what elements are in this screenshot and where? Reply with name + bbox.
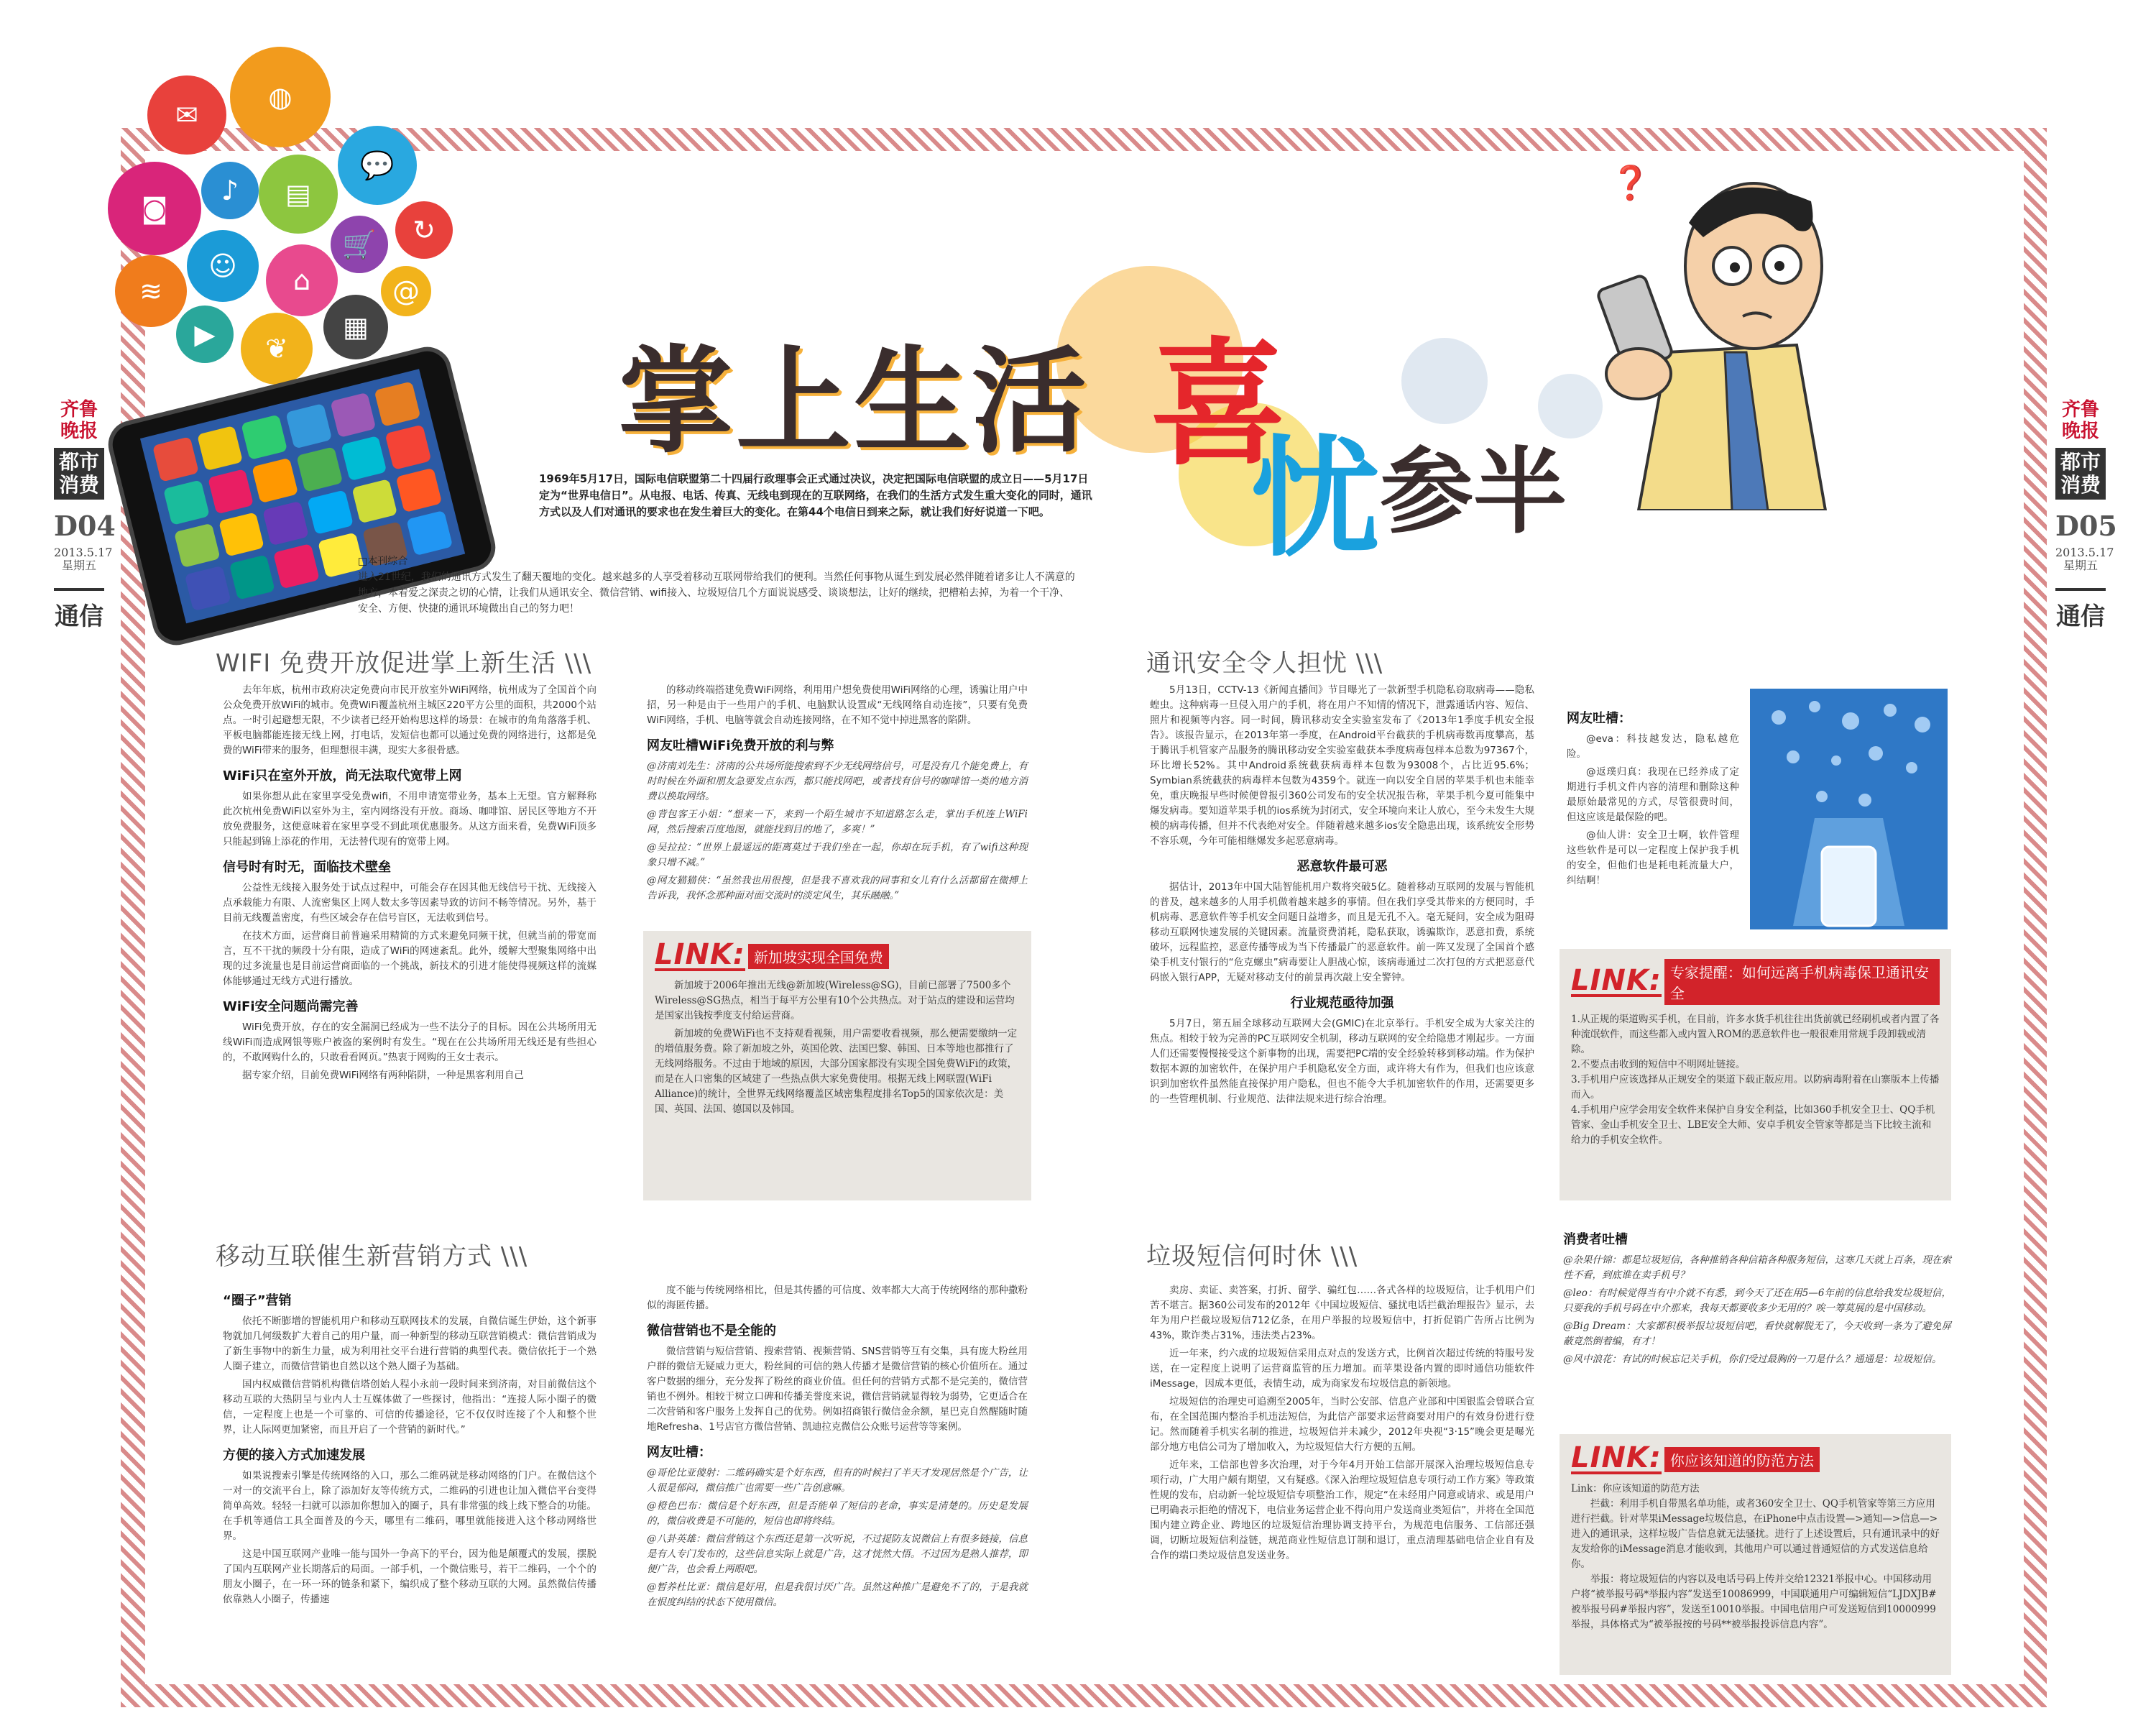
article-marketing-col2 [647, 1283, 1028, 1613]
list-item: 4.手机用户应学会用安全软件来保护自身安全利益，比如360手机安全卫士、QQ手机管家、金山手机安全卫士、LBE安全大师、安卓手机安全管家等都是当下比较主流和给力的手机安全软件。 [1571, 1104, 1935, 1146]
section-name: 通信 [54, 588, 104, 632]
page-number: D05 [2055, 510, 2117, 542]
paragraph: 微信营销与短信营销、搜索营销、视频营销、SNS营销等互有交集，具有庞大粉丝用户群的微信无疑威力更大，粉丝间的可信的熟人传播才是微信营销的核心价值所在。通过客户数据的细分，充分发挥了粉丝的商业价值。但任何的营销方式都不是完美的，微信营销也不例外。相较于树立口碑和传播美誉度来说，微信营销就显得较为弱势，它更适合在二次营销和客户服务上发挥自己的优势。例如招商银行微信金余额，星巴克自然醒随时随地Refresha、1号店官方微信营销、凯迪拉克微信公众账号运营等等案例。 [647, 1346, 1028, 1433]
paragraph: 这是中国互联网产业唯一能与国外一争高下的平台，因为他是颠覆式的发展，摆脱了国内互联网产业长期落后的局面。一部手机，一个微信账号，若干二维码，一个个的朋友小圈子，在一环一环的链条和紧下，编织成了整个移动互联的大网。虽然微信传播依靠熟人小圈子，传播速 [223, 1548, 596, 1605]
section-heading-security: 通讯安全令人担忧 \\\ [1146, 649, 1383, 678]
list-item: 1.从正规的渠道购买手机，在目前，许多水货手机往往出货前就已经刷机或者内置了各种流氓软件，而这些都入或内置入ROM的恶意软件也一般很难用常规手段卸载或清除。 [1571, 1014, 1940, 1055]
subheading: 消费者吐槽 [1563, 1232, 1628, 1247]
section-category: 都市消费 [2055, 448, 2106, 500]
article-security [1150, 683, 1534, 1110]
paragraph: 如果说搜索引擎是传统网络的入口，那么二维码就是移动网络的门户。在微信这个一对一的交流平台上，除了添加好友等传统方式，二维码的引进也让加入微信平台变得简单高效。轻轻一扫就可以添加你想加入的圈子，具有非常强的线上线下整合的功能。在手机等通信工具全面普及的今天，哪里有二维码，哪里就能接进入这个移动网络世界。 [223, 1470, 596, 1542]
article-marketing-col1 [223, 1283, 596, 1610]
issue-date: 2013.5.17 星期五 [2055, 546, 2114, 572]
issue-date: 2013.5.17 星期五 [54, 546, 113, 572]
cloud-phone-graphic [1750, 689, 1948, 929]
subheading: 方便的接入方式加速发展 [223, 1448, 365, 1463]
link-header [1571, 959, 1940, 1005]
paragraph: 新加坡于2006年推出无线@新加坡(Wireless@SG)，目前已部署了7500多个Wireless@SG热点，相当于每平方公里有10个公共热点。对于站点的建设和运营均是国家出钱按季度支付给运营商。 [655, 980, 1015, 1021]
paragraph: 依托不断膨增的智能机用户和移动互联网技术的发展，自微信诞生伊始，这个新事物就加几何级数扩大着自己的用户量，而一种新型的移动互联营销模式：微信营销成为了新生事物中的新生力量，成为利用社交平台进行营销的典型代表。微信依托于一个熟人圈子建立，而微信营销也自然以这个熟人圈子为基础。 [223, 1315, 596, 1372]
quote: @网友猫猫侠：“虽然我也用很搜，但是我不喜欢我的同事和女儿有什么活都留在微搏上告诉我，我怀念那种面对面交流时的淡定风生，其乐融融。” [647, 875, 1028, 901]
subheading: 行业规范亟待加强 [1290, 996, 1394, 1011]
quote: @暂养杜比亚：微信是好用，但是我很讨厌广告。虽然这种推广是避免不了的，于是我就在恨度纠结的状态下使用微信。 [647, 1581, 1028, 1608]
home-icon: ⌂ [266, 244, 338, 316]
paragraph: WiFi免费开放，存在的安全漏洞已经成为一些不法分子的目标。因在公共场所用无线WiFi而造成网银等账户被盗的案例时有发生。“现在在公共场所用无线还是有些担心的，不敢网购什么的，只敢看看网页。”热衷于网购的王女士表示。 [223, 1021, 596, 1063]
cartoon-man-illustration [1581, 137, 1869, 510]
section-heading-wifi: WIFI 免费开放促进掌上新生活 \\\ [216, 649, 592, 678]
section-name: 通信 [2055, 588, 2106, 632]
paragraph: 5月13日，CCTV-13《新闻直播间》节目曝光了一款新型手机隐私窃取病毒——隐私蝗虫。这种病毒一旦侵入用户的手机，将在用户不知情的情况下，泄露通话内容、短信、照片和视频等内容。同一时间，腾讯移动安全实验室发布了《2013年1季度手机安全报告》。该报告显示，在2013年第一季度，在Android平台截获的手机病毒数再度攀高，基于腾讯手机管家产品服务的腾讯移动安全实验室截获本季度病毒包样本总数为97367个，环比增长52%。其中Android系统截获病毒样本包数为93008个，占比近95.6%；Symbian系统截获的病毒样本包数为4359个。就连一向以安全自居的苹果手机也未能幸免，重庆晚报早些时候便曾报引360公司发布的安全状况报告称，苹果手机今夏可能集中爆发病毒。要知道苹果手机的ios系统为封闭式，安全环境向来让人放心，至今未发生大规模的病毒传播，但并不代表绝对安全。伴随着越来越多ios安全隐患出现，该系统安全形势不容乐观，今年可能相继爆发多起恶意病毒。 [1150, 684, 1534, 847]
article-spam [1150, 1283, 1534, 1566]
link-title: 新加坡实现全国免费 [748, 944, 889, 969]
paragraph: 拦截：利用手机自带黑名单功能，或者360安全卫士、QQ手机管家等第三方应用进行拦截。针对苹果iMessage垃圾信息，在iPhone中点击设置—>通知—>信息—>进入的通讯录，这样垃圾广告信息就无法骚扰。进行了上述设置后，只有通讯录中的好友发给你的iMessage消息才能收到，其他用户可以通过普通短信的方式发送信息给你。 [1571, 1498, 1940, 1570]
headline-you: 忧 [1250, 424, 1381, 574]
document-icon: ▤ [259, 155, 338, 234]
wifi-icon: ≋ [115, 255, 187, 327]
network-illustration [1750, 689, 1948, 929]
paragraph: 据估计，2013年中国大陆智能机用户数将突破5亿。随着移动互联网的发展与智能机的普及，越来越多的人用手机做着越来越多的事情。但在我们享受其带来的方便同时，手机病毒、恶意软件等手机安全问题日益增多，而且是无孔不入。毫无疑问，安全成为阻碍移动互联网快速发展的关键因素。流量资费消耗，隐私获取，诱骗欺诈，恶意扣费，系统破坏，远程监控，恶意传播等成为当下传播最广的恶意软件。前一阵又发现了全国首个感染手机支付银行的“危克螺虫”病毒要让人胆战心惊，该病毒通过二次打包的方式把恶意代码嵌入银行APP，无疑对移动支付的前景再次敲上安全警钟。 [1150, 881, 1534, 983]
paragraph: 国内权威微信营销机构微信塔创始人程小永前一段时间来到济南，对目前微信这个移动互联的大热阴呈与业内人士互媒体做了一些探讨，他指出：“连接人际小圈子的微信，一定程度上也是一个可靠的、可信的传播途径，它不仅仅时连接了个人和整个世界，让人际网更加紧密，而且开启了一个营销的新时代。” [223, 1379, 596, 1436]
headline-xi: 喜 [1150, 325, 1287, 484]
subheading: 网友吐槽WiFi免费开放的利与弊 [647, 738, 834, 753]
subheading: 信号时有时无，面临技术壁垒 [223, 860, 391, 875]
paragraph: 近一年来，约六成的垃圾短信采用点对点的发送方式，比例首次超过传统的特服号发送，在一定程度上说明了运营商监管的压力增加。而苹果设备内置的即时通信功能软件iMessage，因成本更低，表情生动，成为商家发布垃圾信息的新领地。 [1150, 1348, 1534, 1390]
paragraph: 去年年底，杭州市政府决定免费向市民开放室外WiFi网络，杭州成为了全国首个向公众免费开放WiFi的城市。免费WiFi覆盖杭州主城区220平方公里的面积，共2000个站点。一时引起避想无限，不少读者已经开始构思这样的场景：在城市的角角落落手机、平板电脑都能连接无线上网，打电话，发短信也都可以通过免费的网络进行，这都是免费的WiFi带来的服务，但理想很丰满，现实大多很骨感。 [223, 684, 596, 756]
subheading: 网友吐槽： [647, 1445, 711, 1460]
newspaper-brand: 齐鲁晚报 [2061, 399, 2099, 442]
link-body [655, 978, 1020, 1117]
mail-icon: ✉ [147, 75, 226, 155]
quote: @风中浪花：有试的时候忘记关手机，你们受过最胸的一刀是什么？通通是：垃圾短信。 [1563, 1354, 1942, 1365]
quote: @返璞归真：我现在已经养成了定期进行手机文件内容的清理和删除这种最原始最常见的方式，尽管很费时间，但这应该是最保险的吧。 [1567, 766, 1739, 823]
article-wifi-col2 [647, 683, 1028, 906]
paragraph: 公益性无线接入服务处于试点过程中，可能会存在因其他无线信号干扰、无线接入点承载能力有限、人流密集区上网人数太多等因素导致的访问不畅等情况。另外，基于目前无线覆盖密度，有些区域会存在信号盲区，无法收到信号。 [223, 882, 596, 924]
paragraph: 近年来，工信部也曾多次治理，对于今年4月开始工信部开展深入治理垃圾短信息专项行动，广大用户颇有期望，又有疑惑。《深入治理垃圾短信息专项行动工作方案》等政策性规的发布，启动新一轮垃圾短信专项整治工作，规定“在未经用户同意或请求、或是用户已明确表示拒绝的情况下，电信业务运营企业不得向用户发送商业类短信”，并将在全国范围内建立跨企业、跨地区的垃圾短信治理协调支持平台，为规范电信服务、工信部还强调，切断垃圾短信利益链，规范商业性短信息订制和退订，重点清理基础电信企业自有及合作的端口类垃圾信息发送业务。 [1150, 1459, 1534, 1561]
link-body [1571, 1482, 1940, 1632]
headline-rest: 参半 [1380, 437, 1567, 546]
link-header [655, 938, 1020, 971]
link-box-expert [1560, 949, 1951, 1200]
list-item: 2.不要点击收到的短信中不明网址链接。 [1571, 1059, 1746, 1070]
quote: @背包客王小姐：“想来一下，来到一个陌生城市不知道路怎么走，掌出手机连上WiFi网，然后搜索百度地图，就能找到目的地了，多爽！” [647, 809, 1028, 835]
quote: @橙色巴布：微信是个好东西，但是否能单了短信的老命，事实是清楚的。历史是发展的，微信收费是不可能的，短信也即将终结。 [647, 1500, 1028, 1527]
link-box-singapore [643, 931, 1031, 1200]
paragraph: 卖房、卖证、卖答案，打折、留学、骗红包……各式各样的垃圾短信，让手机用户们苦不堪言。据360公司发布的2012年《中国垃圾短信、骚扰电话拦截治理报告》显示，去年为用户拦截垃圾短信712亿条，在用户举报的垃圾短信中，打折促销广告所占比例为43%，欺诈类占31%，违法类占23%。 [1150, 1285, 1534, 1341]
quote: @济南刘先生：济南的公共场所能搜索到不少无线网络信号，可是没有几个能免费上，有时时候在外面和朋友急要发点东西，都只能找网吧，或者找有信号的咖啡馆一类的地方消费以换取网络。 [647, 761, 1028, 802]
quote: @Big Dream：大家都积极举报垃圾短信吧，看快就解脱无了，今天收到一条为了避免屏蔽竟然倒着编，有才！ [1563, 1321, 1951, 1347]
article-wifi-col1 [223, 683, 596, 1086]
subheading: WiFi只在室外开放，尚无法取代宽带上网 [223, 768, 462, 784]
link-title: 专家提醒：如何远离手机病毒保卫通讯安全 [1664, 959, 1940, 1005]
quote: @杂果什锦：都是垃圾短信，各种推销各种信箱各种服务短信，这寒几天就上百条，现在索性不看，到底谁在卖手机号？ [1563, 1254, 1951, 1281]
byline: □本刊综合 [358, 556, 408, 567]
quote: @仙人讲：安全卫士啊，软件管理这些软件是可以一定程度上保护我手机的安全，但他们也是耗电耗流量大户，纠结啊！ [1567, 830, 1739, 886]
intro-paragraph: 1969年5月17日，国际电信联盟第二十四届行政理事会正式通过决议，决定把国际电信联盟的成立日——5月17日定为“世界电信日”。从电报、电话、传真、无线电到现在的互联网络，在我们的生活方式发生重大变化的同时，通讯方式以及人们对通讯的要求也在发生着巨大的变化。在第44个电信日到来之际，就让我们好好说道一下吧。 [539, 472, 1092, 518]
lead-paragraph: 进入21世纪，我们的通讯方式发生了翻天覆地的变化。越来越多的人享受着移动互联网带给我们的便利。当然任何事物从诞生到发展必然伴随着诸多让人不满意的地方，本着爱之深责之切的心情，让我们从通讯安全、微信营销、wifi接入、垃圾短信几个方面说说感受、谈谈想法，让好的继续，把槽粕去掉，为着一个干净、安全、方便、快捷的通讯环境做出自己的努力吧！ [358, 571, 1075, 615]
at-icon: @ [381, 266, 431, 316]
link-header [1571, 1441, 1940, 1474]
paragraph: 度不能与传统网络相比，但是其传播的可信度、效率都大大高于传统网络的那种撒粉似的海匿传播。 [647, 1285, 1028, 1311]
subheading: 网友吐槽： [1567, 711, 1631, 726]
quote: @eva：科技越发达，隐私越危险。 [1567, 733, 1739, 760]
newspaper-brand: 齐鲁晚报 [60, 399, 98, 442]
page-number: D04 [54, 510, 116, 542]
paragraph: 据专家介绍，目前免费WiFi网络有两种陷阱，一种是黑客利用自己 [242, 1070, 524, 1081]
paragraph: 如果你想从此在家里享受免费wifi，不用申请宽带业务，基本上无望。官方解释称此次杭州免费WiFi以室外为主，室内网络没有开放。商场、咖啡馆、居民区等地方不开放免费服务，这便意味着在家里享受不到此项优惠服务。从这方面来看，免费WiFi顶多只能起到锦上添花的作用，无法替代现有的宽带上网。 [223, 791, 596, 848]
paragraph: 的移动终端搭建免费WiFi网络，利用用户想免费使用WiFi网络的心理，诱骗让用户中招，另一种是由于一些用户的手机、电脑默认设置成“无线网络自动连接”，只要有免费WiFi网络，手机、电脑等就会自动连接网络，在不知不觉中掉进黑客的陷阱。 [647, 684, 1028, 726]
globe-icon: ◍ [230, 47, 331, 147]
paragraph: 在技术方面，运营商目前普遍采用精简的方式来避免同频干扰，但就当前的带宽而言，互不干扰的频段十分有限，造成了WiFi的网速紊乱。此外，缓解大型聚集网络中出现的过多流量也是目前运营商面临的一个挑战，新技术的引进才能使得视频这样的流媒体能够通过无线方式进行播放。 [223, 930, 596, 987]
quote: @吴拉拉：“世界上最遥远的距离莫过于我们坐在一起，你却在玩手机，有了wifi这种现象只增不减。” [647, 842, 1028, 868]
cart-icon: 🛒 [331, 216, 388, 273]
left-page-label [54, 399, 116, 632]
section-category: 都市消费 [54, 448, 104, 500]
link-body [1571, 1012, 1940, 1148]
paragraph: 举报：将垃圾短信的内容以及电话号码上传并交给12321举报中心。中国移动用户将“被举报号码*举报内容”发送至10086999，中国联通用户可编辑短信“LJDXJB#被举报号码#举报内容”，发送至10010举报。中国电信用户可发送短信到10000999举报，具体格式为“被举报按的号码**被举报投诉信息内容”。 [1571, 1574, 1937, 1630]
subheading: “圈子”营销 [223, 1293, 292, 1308]
user-icon: ☺ [187, 230, 259, 302]
quote: @八卦英雄：微信营销这个东西还是第一次听说，不过提防友说微信上有很多链接，信息是有人专门发布的，这些信息实际上就是广告，这才恍然大悟。不过因为是熟人推荐，即便广告，也会看上两眼吧。 [647, 1533, 1028, 1575]
subheading: WiFi安全问题尚需完善 [223, 999, 359, 1014]
section-heading-marketing: 移动互联催生新营销方式 \\\ [216, 1242, 528, 1271]
subheading: 恶意软件最可恶 [1296, 859, 1388, 874]
svg-text:❓: ❓ [1610, 163, 1651, 202]
link-box-prevention [1560, 1434, 1951, 1675]
section-heading-spam: 垃圾短信何时休 \\\ [1146, 1242, 1358, 1271]
paragraph: 5月7日，第五届全球移动互联网大会(GMIC)在北京举行。手机安全成为大家关注的焦点。相较于较为完善的PC互联网安全机制，移动互联网的安全给隐患才刚起步。一方面人们还需要慢慢接受这个新事物的出现，需要把PC端的安全经验转移到移动端。作为保护数据本源的加密软件，在保护用户手机隐私安全方面，或许将大有作为，但我们也应该意识到加密软件虽然能直接保护用户隐私，但也不能令大手机加密软件的作用，还需要更多的一些管理机制、行业规范、法律法规来进行综合治理。 [1150, 1018, 1534, 1105]
list-item: 3.手机用户应该选择从正规安全的渠道下载正版应用。以防病毒附着在山寨版本上传播而入。 [1571, 1074, 1940, 1101]
grid-icon: ▦ [323, 295, 388, 359]
paragraph: 垃圾短信的治理史可追溯至2005年，当时公安部、信息产业部和中国银监会曾联合宣布，在全国范围内整治手机违法短信，为此信产部要求运营商要对用户的有效身份进行登记。然而随着手机实名制的推进，垃圾短信并未减少，2012年央视“3·15”晚会更是曝光部分地方电信公司为了增加收入，为垃圾短信大行方便的五闸。 [1150, 1396, 1534, 1453]
quote: @哥伦比亚傻射：二维码确实是个好东西，但有的时候扫了半天才发现居然是个广告，让人很是郁闷，微信推广也需要一些广告创意嘛。 [647, 1467, 1028, 1494]
link-subtitle: Link：你应该知道的防范方法 [1571, 1483, 1700, 1494]
link-title: 你应该知道的防范方法 [1664, 1447, 1820, 1472]
quote: @leo：有时候觉得当有中介就不有悉，到今天了还在用5—6年前的信息给我发垃圾短信，只要我的手机号码在中介那来，我每天都要收多少无用的？唉一筹莫展的是中国移动。 [1563, 1287, 1951, 1314]
link-logo: LINK: [1571, 1441, 1662, 1474]
link-logo: LINK: [655, 938, 745, 971]
consumer-comments [1563, 1222, 1951, 1370]
refresh-icon: ↻ [395, 201, 453, 259]
bird-icon: ❦ [241, 313, 313, 385]
paragraph: 新加坡的免费WiFi也不支持观看视频，用户需要收看视频，那么便需要缴纳一定的增值服务费。除了新加坡之外，英国伦敦、法国巴黎、韩国、日本等地也都推行了无线网络服务。不过由于地域的原因，大部分国家都没有实现全国免费WiFi的政策，而是在人口密集的区域建了一些热点供大家免费使用。根据无线上网联盟(WiFi Alliance)的统计，全世界无线网络覆盖区域密集程度排名Top5的国家依次是：美国、英国、法国、德国以及韩国。 [655, 1028, 1018, 1115]
camera-icon: ◙ [108, 162, 201, 255]
subheading: 微信营销也不是全能的 [647, 1323, 776, 1338]
music-icon: ♪ [201, 162, 259, 219]
right-page-label [2055, 399, 2117, 632]
link-logo: LINK: [1571, 964, 1662, 997]
headline-main: 掌上生活 [618, 334, 1090, 469]
video-icon: ▶ [176, 306, 234, 363]
netizen-comments-security [1567, 701, 1739, 891]
chat-icon: 💬 [338, 126, 417, 205]
